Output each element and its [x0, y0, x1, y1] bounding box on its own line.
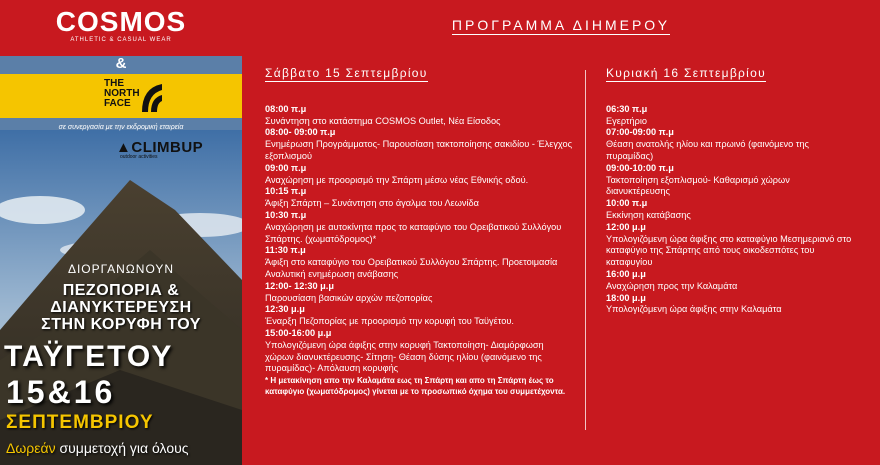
schedule-time: 06:30 π.μ [606, 103, 648, 114]
schedule-entry [265, 163, 573, 187]
schedule-time: 08:00 π.μ [265, 103, 307, 114]
title-line-3: ΣΤΗΝ ΚΟΡΥΦΗ ΤΟΥ [41, 316, 201, 333]
schedule-description: Υπολογιζόμενη ώρα άφιξης στο καταφύγιο Μεσημεριανό στο καταφύγιο της Σπάρτης από τους οικοδεσπότες του καταφυγίου [606, 233, 852, 268]
event-poster [0, 0, 242, 465]
schedule-description: Αναχώρηση προς την Καλαμάτα [606, 280, 738, 291]
sunday-heading [606, 68, 856, 80]
schedule-entry [606, 104, 856, 128]
schedule-entry [606, 222, 856, 269]
free-rest: συμμετοχή για όλους [59, 440, 189, 456]
schedule-description: Αναχώρηση με αυτοκίνητα προς το καταφύγιο του Ορειβατικού Συλλόγου Σπάρτης. (χωματόδρομος)* [265, 221, 562, 244]
free-word: Δωρεάν [6, 440, 56, 456]
climbup-subtitle: outdoor activities [120, 154, 158, 160]
saturday-column [265, 68, 573, 397]
schedule-description: Άφιξη Σπάρτη – Συνάντηση στο άγαλμα του Λεωνίδα [265, 198, 479, 209]
schedule-time: 09:00 π.μ [265, 162, 307, 173]
saturday-heading-text: Σάββατο 15 Σεπτεμβρίου [265, 66, 428, 80]
schedule-entry [606, 293, 856, 317]
event-dates: 15&16 [6, 374, 116, 410]
north-face-wordmark: THE NORTH FACE [104, 78, 140, 109]
schedule-description: Αναχώρηση με προορισμό την Σπάρτη μέσω νέας Εθνικής οδού. [265, 174, 529, 185]
programme-title [242, 17, 880, 33]
schedule-time: 10:00 π.μ [606, 198, 648, 209]
schedule-description: Υπολογιζόμενη ώρα άφιξης στην κορυφή Τακτοποίηση- Διαμόρφωση χώρων διανυκτέρευσης- Σίτηση- Θέαση δύσης ηλίου (φαινόμενο της πυραμίδας)- Απόλαυση κορυφής [265, 339, 544, 374]
organizers-label: ΔΙΟΡΓΑΝΩΝΟΥΝ [67, 262, 175, 276]
event-month: ΣΕΠΤΕΜΒΡΙΟΥ [6, 412, 154, 433]
schedule-time: 12:30 μ.μ [265, 304, 305, 315]
schedule-time: 10:30 π.μ [265, 209, 307, 220]
schedule-entry [265, 186, 573, 210]
schedule-description: Εκκίνηση κατάβασης [606, 209, 691, 220]
schedule-description: Παρουσίαση βασικών αρχών πεζοπορίας [265, 292, 433, 303]
schedule-description: Θέαση ανατολής ηλίου και πρωινό (φαινόμενο της πυραμίδας) [606, 139, 809, 161]
schedule-description: Ενημέρωση Προγράμματος- Παρουσίαση τακτοποίησης σακιδίου - Έλεγχος εξοπλισμού [265, 139, 573, 161]
schedule-entry [606, 127, 856, 162]
ampersand: & [115, 55, 127, 72]
schedule-time: 11:30 π.μ [265, 245, 306, 256]
event-title [0, 282, 242, 333]
title-line-2: ΔΙΑΝΥΚΤΕΡΕΥΣΗ [50, 299, 192, 316]
schedule-time: 16:00 μ.μ [606, 268, 646, 279]
schedule-entry [265, 210, 573, 245]
title-line-1: ΠΕΖΟΠΟΡΙΑ & [62, 282, 180, 299]
schedule-entry [265, 127, 573, 162]
schedule-description: Εγερτήριο [606, 115, 648, 126]
schedule-description: Τακτοποίηση εξοπλισμού- Καθαρισμό χώρων διανυκτέρευσης [606, 174, 790, 197]
partner-line: σε συνεργασία με την εκδρομική εταιρεία [58, 124, 184, 131]
schedule-time: 10:15 π.μ [265, 186, 307, 197]
free-participation [6, 440, 189, 456]
schedule-time: 12:00- 12:30 μ.μ [265, 280, 334, 291]
transport-note: * Η μετακίνηση απο την Καλαμάτα εως τη Σπάρτη και απο τη Σπάρτη έως το καταφύγιο (χωματόδρομος) γίνεται με το προσωπικό όχημα του συμμετέχοντα. [265, 376, 566, 397]
sunday-column [606, 68, 856, 316]
schedule-entry [265, 328, 573, 375]
schedule-entry [265, 245, 573, 280]
cosmos-logo: COSMOS [55, 6, 187, 37]
schedule-time: 07:00-09:00 π.μ [606, 127, 674, 138]
schedule-description: Έναρξη Πεζοπορίας με προορισμό την κορυφή του Ταϋγέτου. [265, 316, 514, 327]
cosmos-banner [0, 0, 242, 56]
schedule-description: Συνάντηση στο κατάστημα COSMOS Outlet, Νέα Είσοδος [265, 115, 501, 126]
schedule-time: 08:00- 09:00 π.μ [265, 127, 336, 138]
schedule-entry [606, 163, 856, 198]
column-divider [585, 70, 586, 430]
schedule-entry [265, 304, 573, 328]
sunday-heading-text: Κυριακή 16 Σεπτεμβρίου [606, 66, 766, 80]
programme-title-text: ΠΡΟΓΡΑΜΜΑ ΔΙΗΜΕΡΟΥ [451, 17, 671, 33]
mountain-name: ΤΑΫΓΕΤΟΥ [4, 340, 174, 373]
schedule-entry [606, 269, 856, 293]
schedule-entry [265, 281, 573, 305]
climbup-logo [116, 139, 203, 160]
schedule-time: 15:00-16:00 μ.μ [265, 327, 332, 338]
sunday-schedule [606, 104, 856, 316]
climbup-wordmark: CLIMBUP [131, 139, 204, 156]
saturday-schedule [265, 104, 573, 375]
schedule-description: Άφιξη στο καταφύγιο του Ορειβατικού Συλλόγου Σπάρτης. Προετοιμασία Αναλυτική ενημέρωση ανάβασης [265, 257, 558, 279]
mountain-peak-icon: ▲ [116, 139, 132, 156]
north-face-banner [0, 74, 242, 118]
schedule-time: 09:00-10:00 π.μ [606, 162, 674, 173]
schedule-time: 12:00 μ.μ [606, 221, 646, 232]
schedule-entry [606, 198, 856, 222]
schedule-entry [265, 104, 573, 128]
saturday-heading [265, 68, 573, 80]
cosmos-tagline: ATHLETIC & CASUAL WEAR [70, 37, 172, 43]
schedule-description: Υπολογιζόμενη ώρα άφιξης στην Καλαμάτα [606, 304, 782, 315]
schedule-time: 18:00 μ.μ [606, 292, 646, 303]
